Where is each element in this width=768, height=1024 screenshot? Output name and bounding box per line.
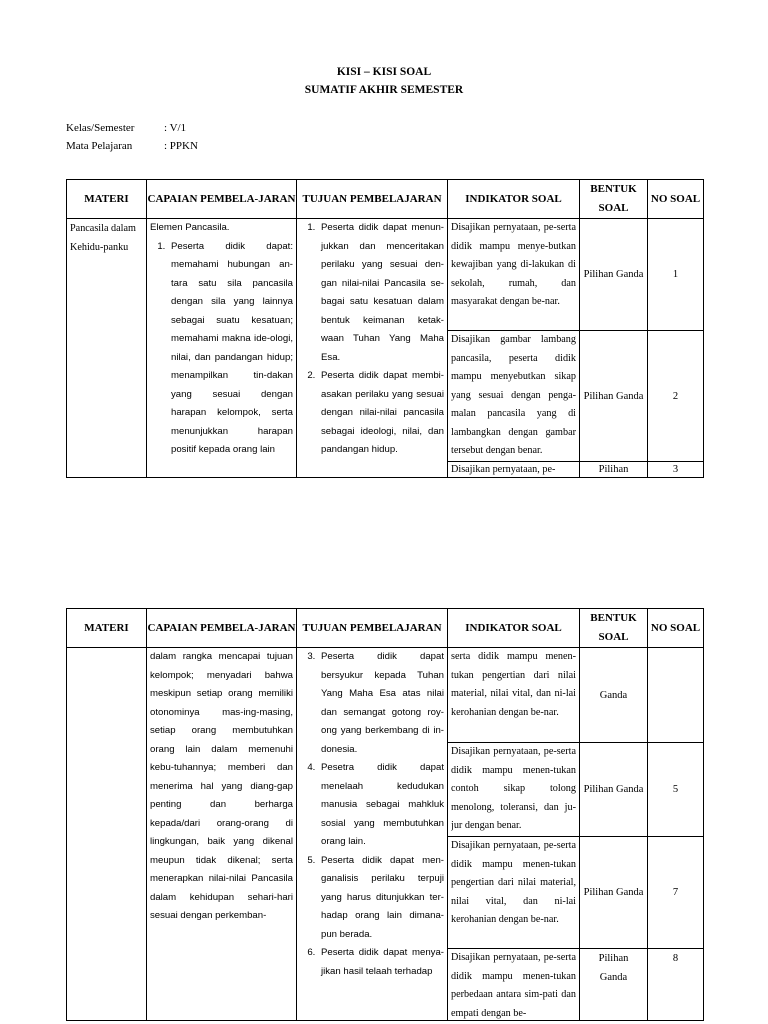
bentuk-cell: Pilihan Ganda xyxy=(580,837,648,949)
capaian-cell xyxy=(147,648,297,1021)
kelas-label: Kelas/Semester xyxy=(66,122,135,134)
materi-text: Pancasila dalam Kehidu-panku xyxy=(70,223,136,253)
table-header-row xyxy=(67,609,704,648)
indikator-cell xyxy=(448,331,580,462)
mapel-value: : PPKN xyxy=(164,140,198,152)
col-header-indikator: INDIKATOR SOAL xyxy=(448,609,580,648)
col-header-no: NO SOAL xyxy=(648,609,704,648)
bentuk-cell: Pilihan Ganda xyxy=(580,743,648,837)
bentuk-cell: Pilihan Ganda xyxy=(580,331,648,462)
bentuk-text: Pilihan Ganda xyxy=(598,953,629,983)
col-header-capaian: CAPAIAN PEMBELA-JARAN xyxy=(147,609,297,648)
bentuk-cell xyxy=(580,949,648,1021)
indikator-text: Disajikan pernyataan, pe-serta didik mampu menen-tukan pengertian dari nilai material, nilai vital, dan ni-lai kerohanian dengan be-nar. xyxy=(451,840,576,925)
capaian-cell xyxy=(147,219,297,478)
no-soal-cell: 7 xyxy=(648,837,704,949)
bentuk-cell: Ganda xyxy=(580,648,648,743)
table-row xyxy=(67,219,704,331)
bentuk-cell: Pilihan Ganda xyxy=(580,219,648,331)
indikator-cell xyxy=(448,837,580,949)
indikator-text: Disajikan pernyataan, pe-serta didik mampu menye-butkan kewajiban yang di-lakukan di sekolah, rumah, dan masyarakat dengan be-nar. xyxy=(451,222,576,307)
col-header-tujuan: TUJUAN PEMBELAJARAN xyxy=(297,609,448,648)
col-header-materi: MATERI xyxy=(67,180,147,219)
table-row xyxy=(67,648,704,743)
no-soal-cell: 8 xyxy=(648,949,704,1021)
no-soal-cell: 2 xyxy=(648,331,704,462)
materi-cell xyxy=(67,219,147,478)
tujuan-item-5: 5. Peserta didik dapat men-ganalisis perilaku terpuji yang harus ditunjukkan ter-hadap orang lain dimana-pun berada. xyxy=(318,852,444,945)
tujuan-item-6: 6. Peserta didik dapat menya-jikan hasil telaah terhadap xyxy=(318,944,444,981)
tujuan-cell xyxy=(297,648,448,1021)
table-header-row xyxy=(67,180,704,219)
col-header-tujuan: TUJUAN PEMBELAJARAN xyxy=(297,180,448,219)
col-header-bentuk: BENTUK SOAL xyxy=(580,609,648,648)
col-header-bentuk: BENTUK SOAL xyxy=(580,180,648,219)
bentuk-cell: Pilihan xyxy=(580,462,648,478)
indikator-text: serta didik mampu menen-tukan pengertian dari nilai material, nilai vital, dan ni-lai kerohanian dengan be-nar. xyxy=(451,651,576,718)
no-soal-cell: 1 xyxy=(648,219,704,331)
kisi-table-page1 xyxy=(66,179,704,478)
indikator-cell xyxy=(448,219,580,331)
indikator-text: Disajikan gambar lambang pancasila, peserta didik mampu menyebutkan sikap yang sesuai dengan penga-malan pancasila yang di lambangkan dengan gambar tersebut dengan benar. xyxy=(451,334,576,456)
col-header-materi: MATERI xyxy=(67,609,147,648)
capaian-intro: Elemen Pancasila. xyxy=(150,222,230,233)
tujuan-item-1: 1. Peserta didik dapat menun-jukkan dan menceritakan perilaku yang sesuai den-gan nilai-nilai Pancasila se-bagai satu kesatuan dalam bentuk keimanan ketak-waan Tuhan Yang Maha Esa. xyxy=(318,219,444,367)
document-subtitle: SUMATIF AKHIR SEMESTER xyxy=(304,84,464,96)
tujuan-item-2: 2. Peserta didik dapat membi-asakan perilaku yang sesuai dengan nilai-nilai pancasila sebagai ideologi, nilai, dan pandangan hidup. xyxy=(318,367,444,460)
indikator-text: Disajikan pernyataan, pe- xyxy=(451,464,556,475)
capaian-item-1: 1. Peserta didik dapat: memahami hubungan an-tara satu sila pancasila dengan sila yang lainnya sebagai suatu kesatuan; memahami makna ide-ologi, nilai, dan pandangan hidup; menampilkan tin-dakan yang sesuai dengan harapan kelompok, serta menunjukkan harapan positif kepada orang lain xyxy=(168,238,293,460)
no-soal-cell: 3 xyxy=(648,462,704,478)
materi-cell xyxy=(67,648,147,1021)
no-soal-cell: 5 xyxy=(648,743,704,837)
col-header-no: NO SOAL xyxy=(648,180,704,219)
col-header-indikator: INDIKATOR SOAL xyxy=(448,180,580,219)
kisi-table-page2 xyxy=(66,608,704,1021)
indikator-cell xyxy=(448,462,580,478)
tujuan-item-4: 4. Pesetra didik dapat menelaah kedudukan manusia sebagai mahkluk sosial yang membutuhkan orang lain. xyxy=(318,759,444,852)
kelas-value: : V/1 xyxy=(164,122,187,134)
indikator-text: Disajikan pernyataan, pe-serta didik mampu menen-tukan perbedaan antara sim-pati dan empati dengan be- xyxy=(451,952,576,1019)
indikator-cell xyxy=(448,648,580,743)
capaian-continued: dalam rangka mencapai tujuan kelompok; menyadari bahwa meskipun setiap orang memiliki otonominya mas-ing-masing, setiap orang membutuhkan orang lain dalam memenuhi kebu-tuhannya; memberi dan menerima hal yang diang-gap penting dan berharga kepada/dari orang-orang di lingkungan, baik yang dikenal meupun tidak dikenal; serta menerapkan nilai-nilai Pancasila dalam kehidupan sehari-hari sesuai dengan perkemban- xyxy=(150,651,293,921)
tujuan-cell xyxy=(297,219,448,478)
indikator-cell xyxy=(448,743,580,837)
tujuan-item-3: 3. Peserta didik dapat bersyukur kepada Tuhan Yang Maha Esa atas nilai dan semangat gotong roy-ong yang berkembang di in-donesia. xyxy=(318,648,444,759)
mapel-label: Mata Pelajaran xyxy=(66,140,133,152)
indikator-text: Disajikan pernyataan, pe-serta didik mampu menen-tukan contoh sikap tolong menolong, toleransi, dan ju-jur dengan benar. xyxy=(451,746,576,831)
document-title: KISI – KISI SOAL xyxy=(336,66,432,78)
indikator-cell xyxy=(448,949,580,1021)
col-header-capaian: CAPAIAN PEMBELA-JARAN xyxy=(147,180,297,219)
no-soal-cell xyxy=(648,648,704,743)
